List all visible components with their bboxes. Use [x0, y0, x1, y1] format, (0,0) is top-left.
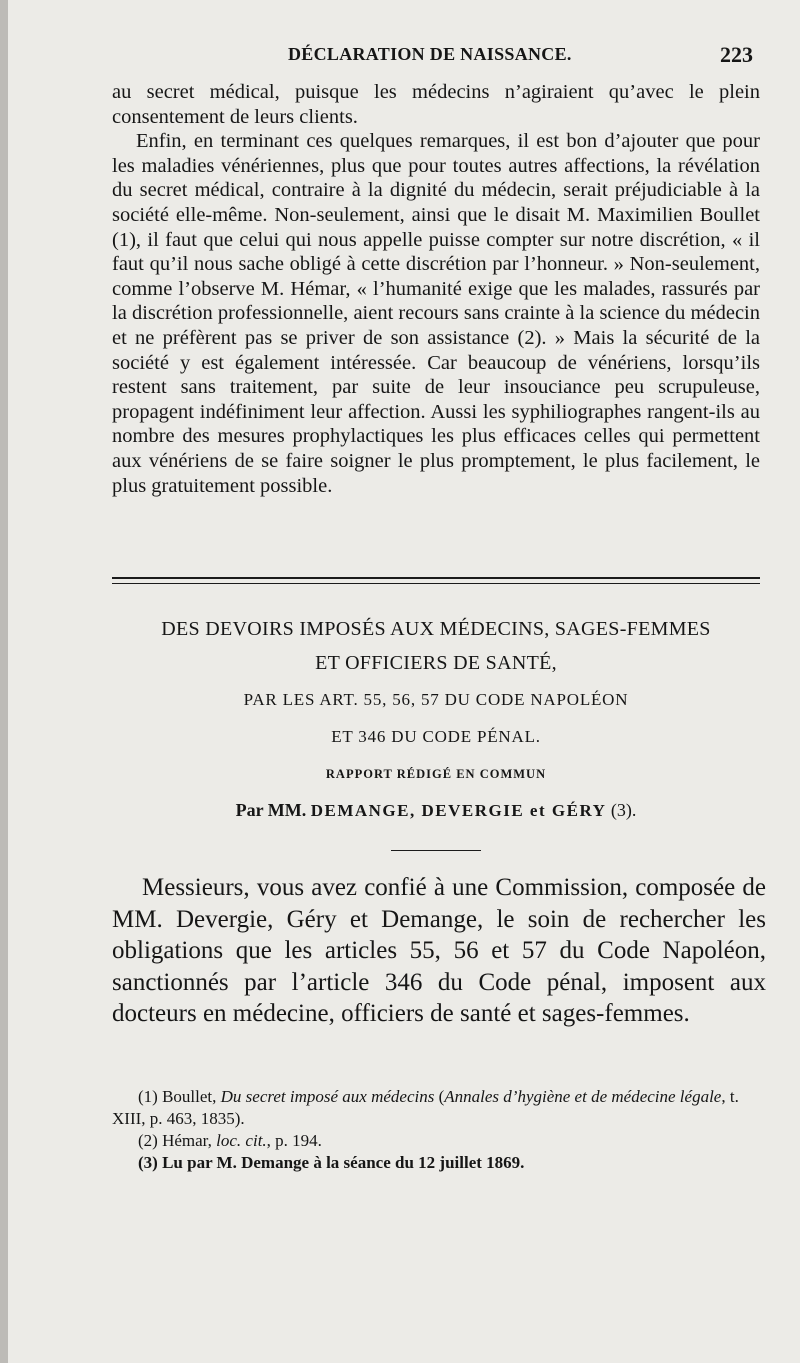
report-line: RAPPORT RÉDIGÉ EN COMMUN	[325, 767, 547, 781]
footnote-1-rest: , t. XIII, p. 463, 1835).	[112, 1087, 739, 1128]
paragraph-2: Enfin, en terminant ces quelques remarques, il est bon d’ajouter que pour les maladies vénériennes, plus que pour toutes autres affections, la révélation du secret médical, contraire à la dignité du médecin, serait préjudiciable à la société elle-même. Non-seulement, ainsi que le disait M. Maximilien Boullet (1), il faut que celui qui nous appelle puisse compter sur notre discrétion, « il faut qu’il nous sache obligé à cette discrétion par l’honneur. » Non-seulement, comme l’observe M. Hémar, « l’humanité exige que les malades, rassurés par la discrétion professionnelle, aient recours sans crainte à la science du médecin et ne préfèrent pas se priver de son assistance (2). » Mais la sécurité de la société y est également intéressée. Car beaucoup de vénériens, lorsqu’ils restent sans traitement, par suite de leur insouciance peu scrupuleuse, propagent indéfiniment leur affection. Aussi les syphiliographes rangent-ils au nombre des mesures prophylactiques les plus efficaces celles qui permettent aux vénériens de se faire soigner le plus promptement, le plus facilement, le plus gratuitement possible.	[112, 130, 760, 497]
authors-names: DEMANGE, DEVERGIE et GÉRY	[310, 801, 607, 820]
intro-text	[112, 872, 766, 1030]
footnotes	[112, 1086, 766, 1174]
section-title-line-4: ET 346 DU CODE PÉNAL.	[331, 727, 541, 746]
section-title-line-3: PAR LES ART. 55, 56, 57 DU CODE NAPOLÉON	[243, 690, 629, 709]
authors-prefix: Par MM.	[235, 800, 307, 820]
section-title-line-2: ET OFFICIERS DE SANTÉ,	[315, 652, 557, 674]
section-title-line-1: DES DEVOIRS IMPOSÉS AUX MÉDECINS, SAGES-FEMMES	[161, 618, 711, 640]
footnote-3: (3) Lu par M. Demange à la séance du 12 juillet 1869.	[138, 1153, 525, 1172]
intro-paragraph: Messieurs, vous avez confié à une Commission, composée de MM. Devergie, Géry et Demange, le soin de rechercher les obligations que les articles 55, 56 et 57 du Code Napoléon, sanctionnés par l’article 346 du Code pénal, imposent aux docteurs en médecine, officiers de santé et sages-femmes.	[112, 874, 766, 1027]
footnote-1-num: (1) Boullet,	[138, 1087, 221, 1106]
body-text	[112, 80, 760, 498]
section-divider	[112, 577, 760, 587]
footnote-1-journal: Annales d’hygiène et de médecine légale	[444, 1087, 722, 1106]
paragraph-1: au secret médical, puisque les médecins n’agiraient qu’avec le plein consentement de leurs clients.	[112, 81, 760, 128]
authors-line	[112, 800, 760, 821]
footnote-2-cit: loc. cit.	[216, 1131, 267, 1150]
authors-note-ref: (3).	[610, 800, 637, 820]
page-header	[8, 42, 800, 72]
footnote-1-title: Du secret imposé aux médecins	[220, 1087, 435, 1106]
page-number: 223	[720, 42, 753, 67]
divider-thick-line	[112, 577, 760, 579]
running-title: DÉCLARATION DE NAISSANCE.	[288, 44, 572, 64]
divider-thin-line	[112, 583, 760, 584]
short-divider	[391, 850, 481, 851]
footnote-1	[112, 1086, 766, 1130]
footnote-1-open: (	[434, 1087, 445, 1106]
footnote-2	[112, 1130, 766, 1152]
footnote-2-rest: , p. 194.	[266, 1131, 322, 1150]
footnote-2-pre: (2) Hémar,	[138, 1131, 217, 1150]
